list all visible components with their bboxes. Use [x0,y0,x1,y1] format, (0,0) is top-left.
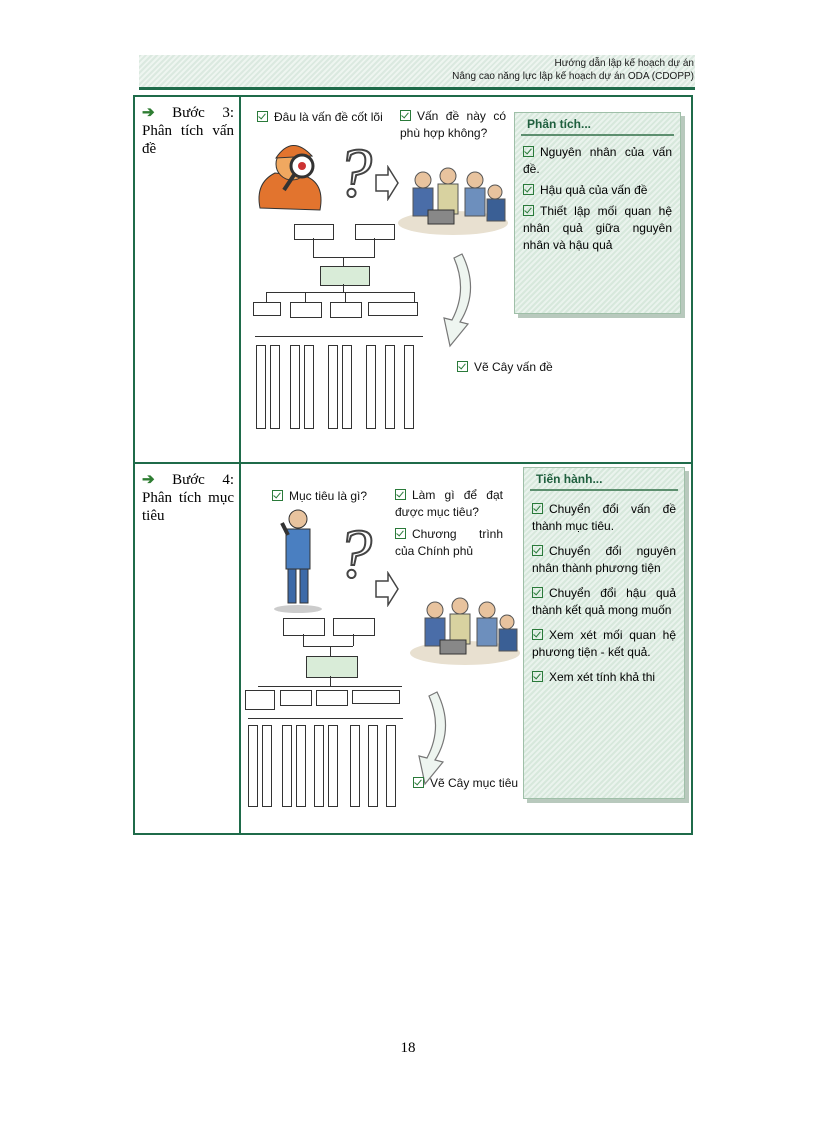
team-meeting-illustration [405,588,523,668]
step-3-text: Bước 3: Phân tích vấn đề [142,105,234,157]
panel-item: Chuyển đổi hậu quả thành kết quả mong muốn [532,586,676,617]
panel-item: Hậu quả của vấn đề [515,180,680,201]
page-number: 18 [400,1040,416,1056]
thinking-man-illustration [270,505,330,615]
header-title: Hướng dẫn lập kế hoạch dự án [554,58,694,69]
checkbox-icon [532,503,543,514]
checkbox-icon [532,545,543,556]
panel-item: Xem xét mối quan hệ phương tiện - kết quả. [532,628,676,659]
panel-item: Nguyên nhân của vấn đề. [523,145,672,176]
step-4-question-objective: Mục tiêu là gì? [272,488,367,505]
arrow-right-icon [374,571,400,607]
tree-core-problem-box [320,266,370,286]
panel-title: Phân tích... [521,113,674,136]
step-4-question-how: Làm gì để đạt được mục tiêu? [395,488,503,519]
checkbox-icon [532,629,543,640]
panel-title: Tiến hành... [530,468,678,491]
checkbox-icon [523,146,534,157]
row-divider [133,462,693,464]
checkbox-icon [457,361,468,372]
checkbox-icon [395,528,406,539]
step-3-label [142,104,234,158]
tree-core-objective-box [306,656,358,678]
step-3-question-core: Đâu là vấn đề cốt lõi [257,109,383,126]
curved-arrow-icon [432,250,482,350]
tree-effect-box [294,224,334,240]
question-mark-icon: ? [337,516,372,593]
arrow-right-icon: ➔ [142,472,155,488]
column-divider [239,95,241,835]
header-rule [139,87,695,90]
detective-illustration [250,128,330,218]
analysis-panel [514,112,681,314]
checkbox-icon [413,777,424,788]
checkbox-icon [400,110,411,121]
question-mark-icon: ? [337,135,372,212]
checkbox-icon [532,671,543,682]
checkbox-icon [257,111,268,122]
checkbox-icon [395,489,406,500]
step-4-text: Bước 4: Phân tích mục tiêu [142,472,234,524]
step-3-draw-problem-tree: Vẽ Cây vấn đề [457,359,553,376]
panel-item: Chuyển đổi nguyên nhân thành phương tiện [532,544,676,575]
checkbox-icon [523,205,534,216]
step-4-question-government: Chương trình của Chính phủ [395,527,503,558]
panel-item: Chuyển đổi vấn đề thành mục tiêu. [532,502,676,533]
panel-item: Thiết lập mối quan hệ nhân quả giữa nguyên nhân và hậu quả [523,204,672,252]
arrow-right-icon: ➔ [142,105,155,121]
checkbox-icon [532,587,543,598]
checkbox-icon [272,490,283,501]
panel-item: Xem xét tính khả thi [524,667,684,688]
team-meeting-illustration [393,158,511,238]
tree-effect-box [355,224,395,240]
step-3-question-relevance: Vấn đề này có phù hợp không? [400,109,506,140]
header-subtitle: Nâng cao năng lực lập kế hoạch dự án ODA (CDOPP) [452,71,694,82]
procedure-panel [523,467,685,799]
checkbox-icon [523,184,534,195]
curved-arrow-icon [407,688,457,788]
step-4-label [142,471,234,525]
step-4-draw-objective-tree: Vẽ Cây mục tiêu [413,775,518,792]
